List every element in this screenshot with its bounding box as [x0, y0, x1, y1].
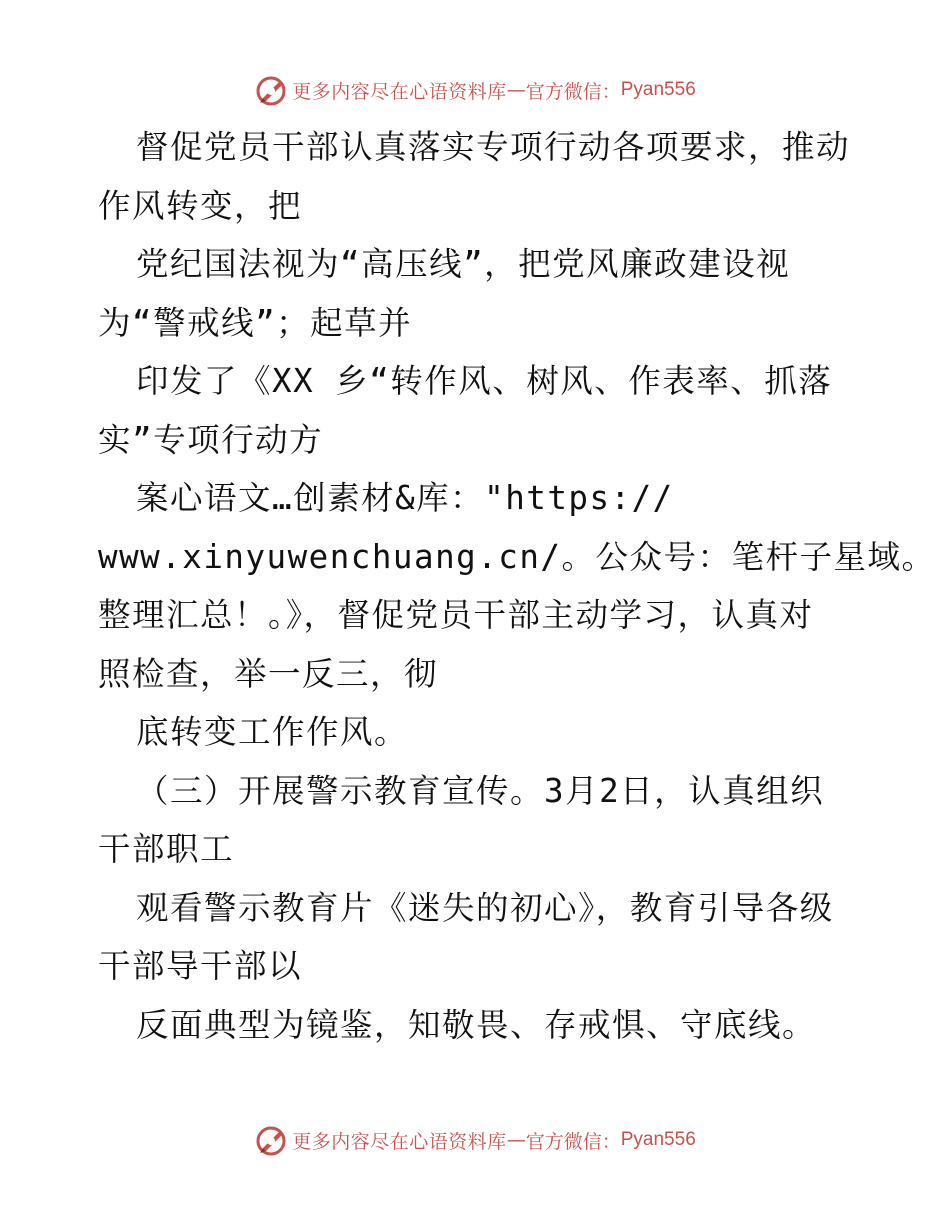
body-line: 督促党员干部认真落实专项行动各项要求，推动 [136, 128, 851, 166]
footer-banner [0, 1120, 950, 1160]
footer-wechat-id: Pyan556 [620, 1129, 696, 1150]
body-line: （三）开展警示教育宣传。3月2日，认真组织 [136, 771, 825, 810]
body-line: 反面典型为镜鉴，知敬畏、存戒惧、守底线。 [136, 1005, 817, 1044]
pen-logo-icon [254, 73, 288, 107]
body-line: 作风转变，把 [98, 186, 303, 225]
body-line: 案心语文…创素材&库："https:// [136, 479, 674, 517]
body-line: 整理汇总！。》，督促党员干部主动学习，认真对 [98, 596, 814, 634]
body-line: 印发了《XX 乡“转作风、树风、作表率、抓落 [136, 362, 833, 400]
body-line: 干部职工 [98, 830, 235, 868]
body-line: 为“警戒线”；起草并 [98, 303, 413, 342]
footer-wechat-label: 官方微信： [525, 1130, 621, 1153]
header-wechat-label: 官方微信： [525, 80, 621, 103]
footer-banner-text: 更多内容尽在心语资料库 [292, 1130, 507, 1153]
body-line: 实”专项行动方 [98, 420, 324, 459]
body-line: 底转变工作作风。 [136, 713, 409, 751]
pen-logo-icon [254, 1123, 288, 1157]
body-line: 照检查，举一反三，彻 [98, 654, 439, 693]
footer-banner-dash: — [506, 1129, 526, 1151]
body-line: www.xinyuwenchuang.cn/。公众号：笔杆子星域。 [98, 537, 936, 576]
header-banner [0, 70, 950, 110]
body-line: 党纪国法视为“高压线”，把党风廉政建设视 [136, 245, 791, 283]
header-banner-text: 更多内容尽在心语资料库 [292, 80, 507, 103]
body-line: 观看警示教育片《迷失的初心》，教育引导各级 [136, 888, 834, 927]
body-line: 干部导干部以 [98, 947, 303, 985]
document-body [98, 118, 936, 1054]
header-banner-dash: — [506, 79, 526, 101]
header-wechat-id: Pyan556 [620, 79, 696, 100]
